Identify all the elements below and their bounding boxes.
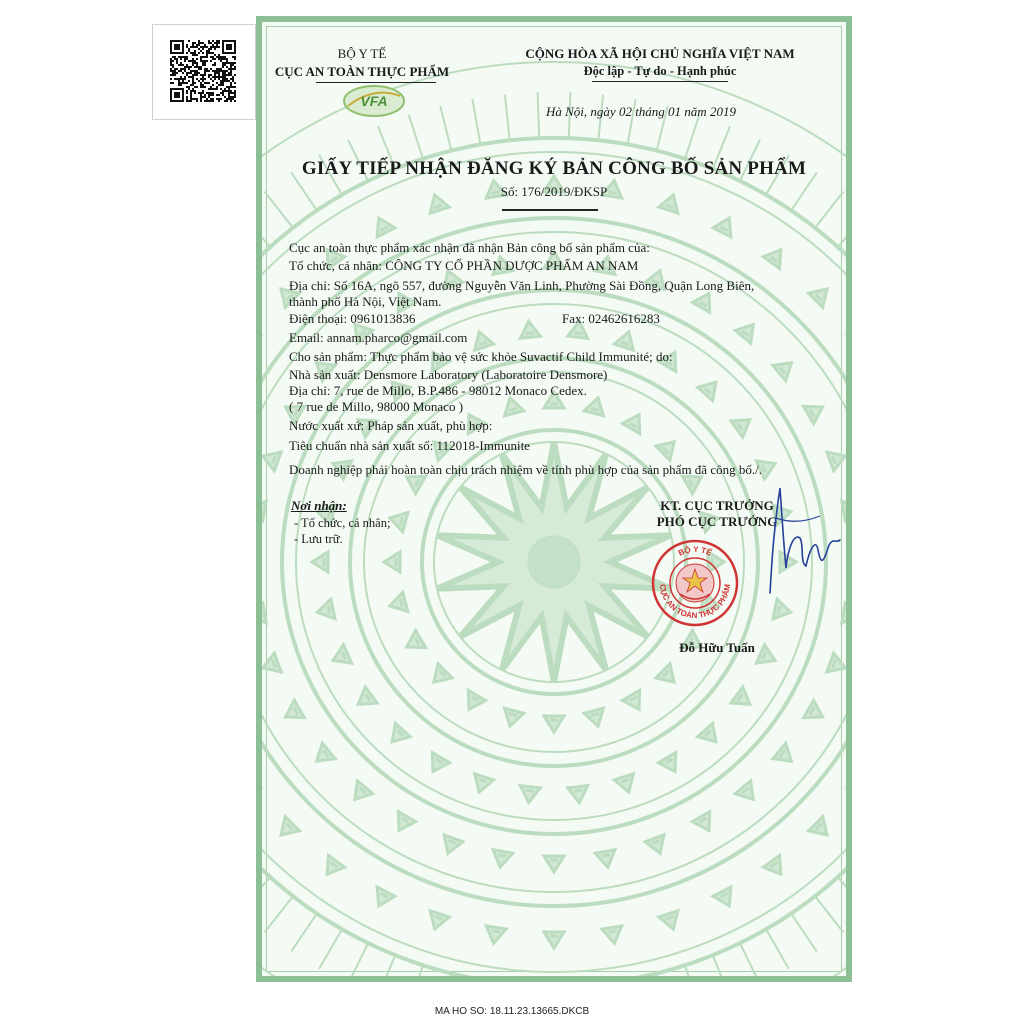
- motto-underline: [592, 81, 728, 82]
- qr-code-box: [152, 24, 256, 120]
- national-motto: Độc lập - Tự do - Hạnh phúc: [583, 64, 737, 78]
- recipients-label: Nơi nhận:: [291, 498, 347, 513]
- phone-line: Điện thoại: 0961013836: [289, 311, 416, 326]
- recipient-item: - Tổ chức, cá nhân;: [294, 516, 391, 530]
- fax-line: Fax: 02462616283: [562, 311, 660, 326]
- certificate-document: [256, 16, 852, 982]
- origin-line: Nước xuất xứ: Pháp sản xuất, phù hợp:: [289, 418, 493, 433]
- address-line-1: Địa chỉ: Số 16A, ngõ 557, đường Nguyễn Văn Linh, Phường Sài Đồng, Quận Long Biên,: [289, 278, 755, 293]
- manufacturer-address-1: Địa chỉ: 7, rue de Millo, B.P.486 - 98012 Monaco Cedex.: [289, 383, 587, 398]
- place-date: Hà Nội, ngày 02 tháng 01 năm 2019: [546, 104, 736, 119]
- intro-text: Cục an toàn thực phẩm xác nhận đã nhận Bản công bố sản phẩm của:: [289, 240, 650, 255]
- vfa-logo: [342, 84, 406, 118]
- dossier-code: MA HO SO: 18.11.23.13665.DKCB: [434, 1006, 590, 1017]
- qr-code-icon: [170, 40, 236, 102]
- vfa-logo-text: VFA: [360, 93, 388, 109]
- agency-underline: [316, 82, 436, 83]
- certificate-content: [262, 22, 846, 976]
- handwritten-signature: [750, 478, 850, 608]
- manufacturer-line: Nhà sản xuất: Densmore Laboratory (Laboratoire Densmore): [289, 367, 608, 382]
- email-line: Email: annam.pharco@gmail.com: [289, 330, 468, 345]
- official-seal: [650, 538, 740, 628]
- organization-line: Tổ chức, cá nhân: CÔNG TY CỔ PHẦN DƯỢC PHẨM AN NAM: [289, 258, 639, 273]
- seal-top-text: BỘ Y TẾ: [676, 544, 714, 558]
- document-number: Số: 176/2019/ĐKSP: [500, 184, 608, 199]
- signer-title-1: KT. CỤC TRƯỞNG: [660, 498, 774, 513]
- country-name: CỘNG HÒA XÃ HỘI CHỦ NGHĨA VIỆT NAM: [525, 46, 795, 61]
- product-line: Cho sản phẩm: Thực phẩm bảo vệ sức khỏe Suvactif Child Immunité; do:: [289, 349, 673, 364]
- address-line-2: thành phố Hà Nội, Việt Nam.: [289, 294, 442, 309]
- manufacturer-address-2: ( 7 rue de Millo, 98000 Monaco ): [289, 399, 464, 414]
- signer-name: Đỗ Hữu Tuấn: [679, 640, 755, 655]
- standard-line: Tiêu chuẩn nhà sản xuất số: 112018-Immunite: [289, 438, 530, 453]
- document-title: GIẤY TIẾP NHẬN ĐĂNG KÝ BẢN CÔNG BỐ SẢN PHẨM: [301, 158, 807, 179]
- seal-bottom-text: CỤC AN TOÀN THỰC PHẨM: [657, 583, 733, 621]
- signer-title-2: PHÓ CỤC TRƯỞNG: [656, 514, 778, 529]
- ministry-name: BỘ Y TẾ: [337, 46, 387, 61]
- title-rule: [502, 209, 598, 211]
- recipient-item: - Lưu trữ.: [294, 532, 343, 546]
- agency-name: CỤC AN TOÀN THỰC PHẨM: [274, 64, 450, 79]
- responsibility-line: Doanh nghiệp phải hoàn toàn chịu trách nhiệm về tính phù hợp của sản phẩm đã công bố./.: [289, 462, 762, 477]
